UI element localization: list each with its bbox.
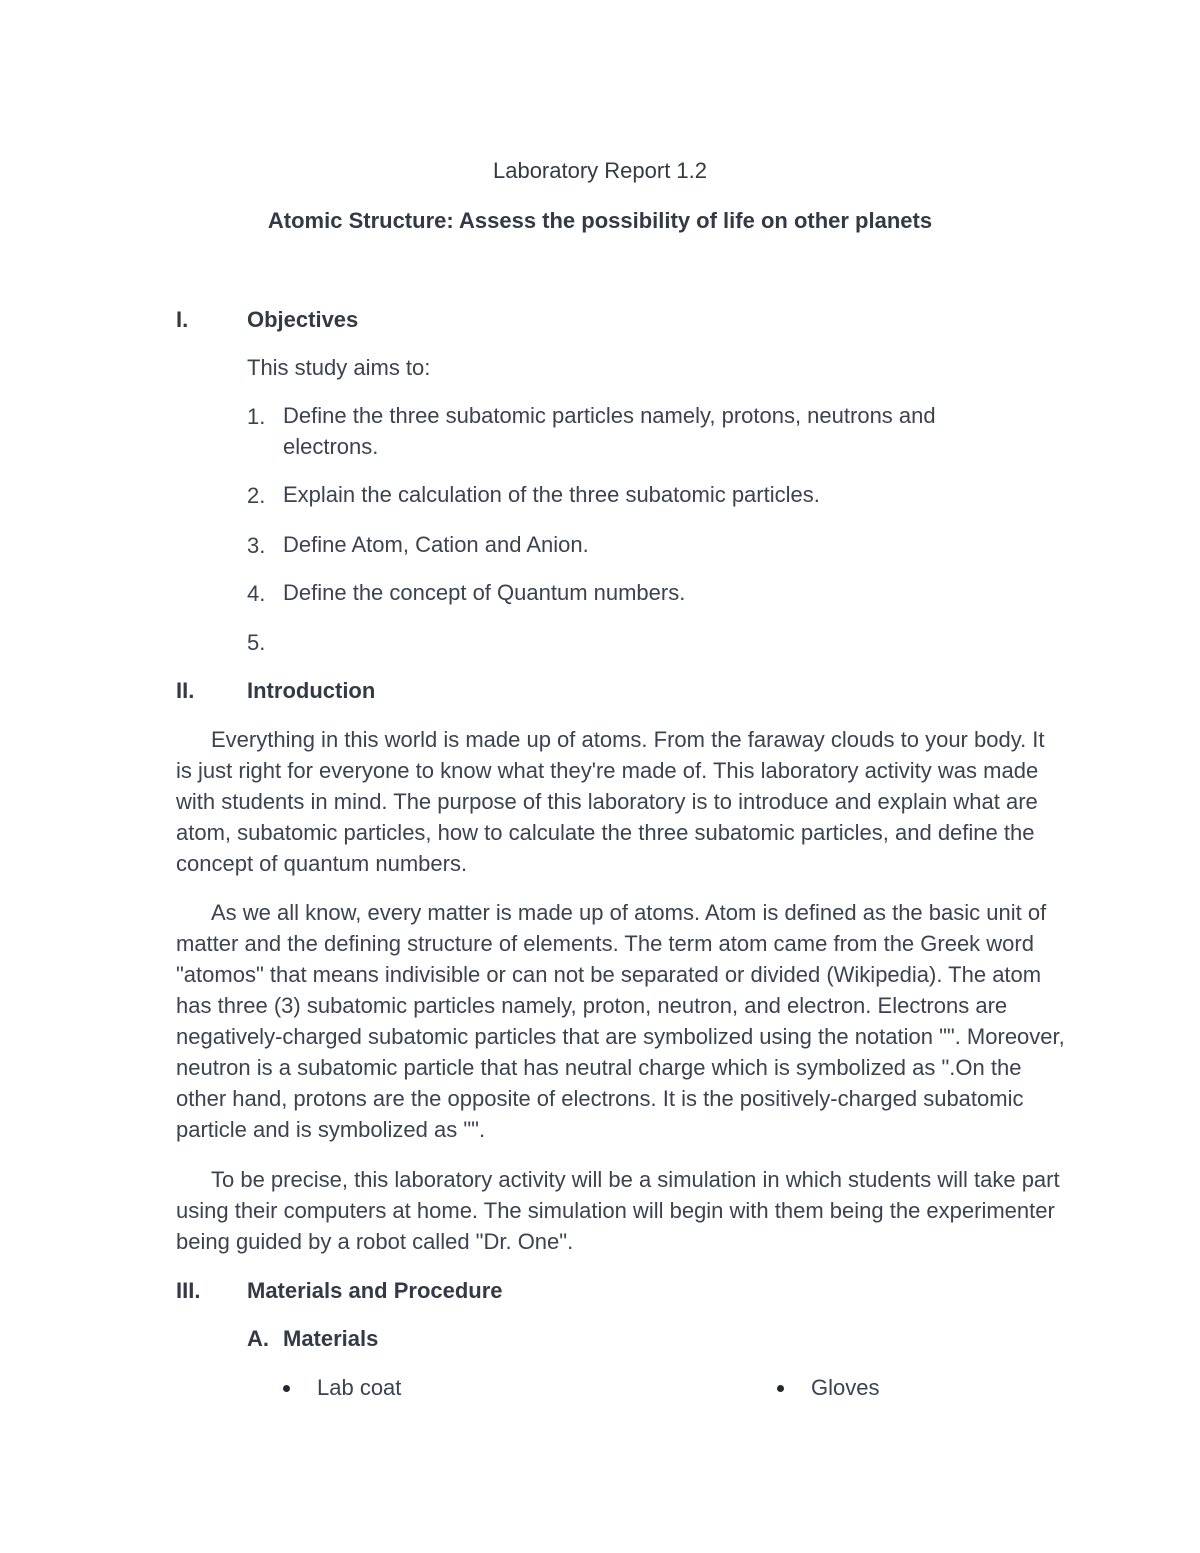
objective-2-text: Explain the calculation of the three subatomic particles. (283, 482, 820, 507)
objective-3-text: Define Atom, Cation and Anion. (283, 532, 589, 557)
section-2-numeral: II. (176, 678, 195, 703)
materials-sub-heading: Materials (283, 1326, 379, 1351)
section-3-numeral: III. (176, 1278, 201, 1303)
objective-1-number: 1. (247, 404, 266, 429)
objective-5-number: 5. (247, 630, 266, 655)
report-title: Laboratory Report 1.2 (492, 158, 708, 183)
material-item-1: Lab coat (317, 1375, 402, 1400)
bullet-icon (283, 1385, 290, 1392)
materials-sub-label: A. (247, 1326, 269, 1351)
objective-3-number: 3. (247, 533, 266, 558)
section-1-heading: Objectives (247, 307, 359, 332)
section-2-heading: Introduction (247, 678, 376, 703)
objective-1-text: Define the three subatomic particles namely, protons, neutrons and electrons. (283, 403, 936, 459)
material-item-2: Gloves (811, 1375, 880, 1400)
intro-paragraph-3: To be precise, this laboratory activity will be a simulation in which students will take part using their computers at home. The simulation will begin with them being the experimenter being guided by a robot called "Dr. One". (176, 1167, 1060, 1254)
objectives-lead: This study aims to: (247, 355, 431, 380)
intro-paragraph-2: As we all know, every matter is made up of atoms. Atom is defined as the basic unit of matter and the defining structure of elements. The term atom came from the Greek word "atomos" that means indivisible or can not be separated or divided (Wikipedia). The atom has three (3) subatomic particles namely, proton, neutron, and electron. Electrons are negatively-charged subatomic particles that are symbolized using the notation "". Moreover, neutron is a subatomic particle that has neutral charge which is symbolized as ".On the other hand, protons are the opposite of electrons. It is the positively-charged subatomic particle and is symbolized as "". (176, 900, 1065, 1142)
objective-4-text: Define the concept of Quantum numbers. (283, 580, 686, 605)
objective-4-number: 4. (247, 581, 266, 606)
section-3-heading: Materials and Procedure (247, 1278, 503, 1303)
report-subtitle: Atomic Structure: Assess the possibility of life on other planets (267, 208, 933, 233)
objective-2-number: 2. (247, 483, 266, 508)
intro-paragraph-1: Everything in this world is made up of atoms. From the faraway clouds to your body. It is just right for everyone to know what they're made of. This laboratory activity was made with students in mind. The purpose of this laboratory is to introduce and explain what are atom, subatomic particles, how to calculate the three subatomic particles, and define the concept of quantum numbers. (176, 727, 1045, 876)
bullet-icon (777, 1385, 784, 1392)
section-1-numeral: I. (176, 307, 189, 332)
